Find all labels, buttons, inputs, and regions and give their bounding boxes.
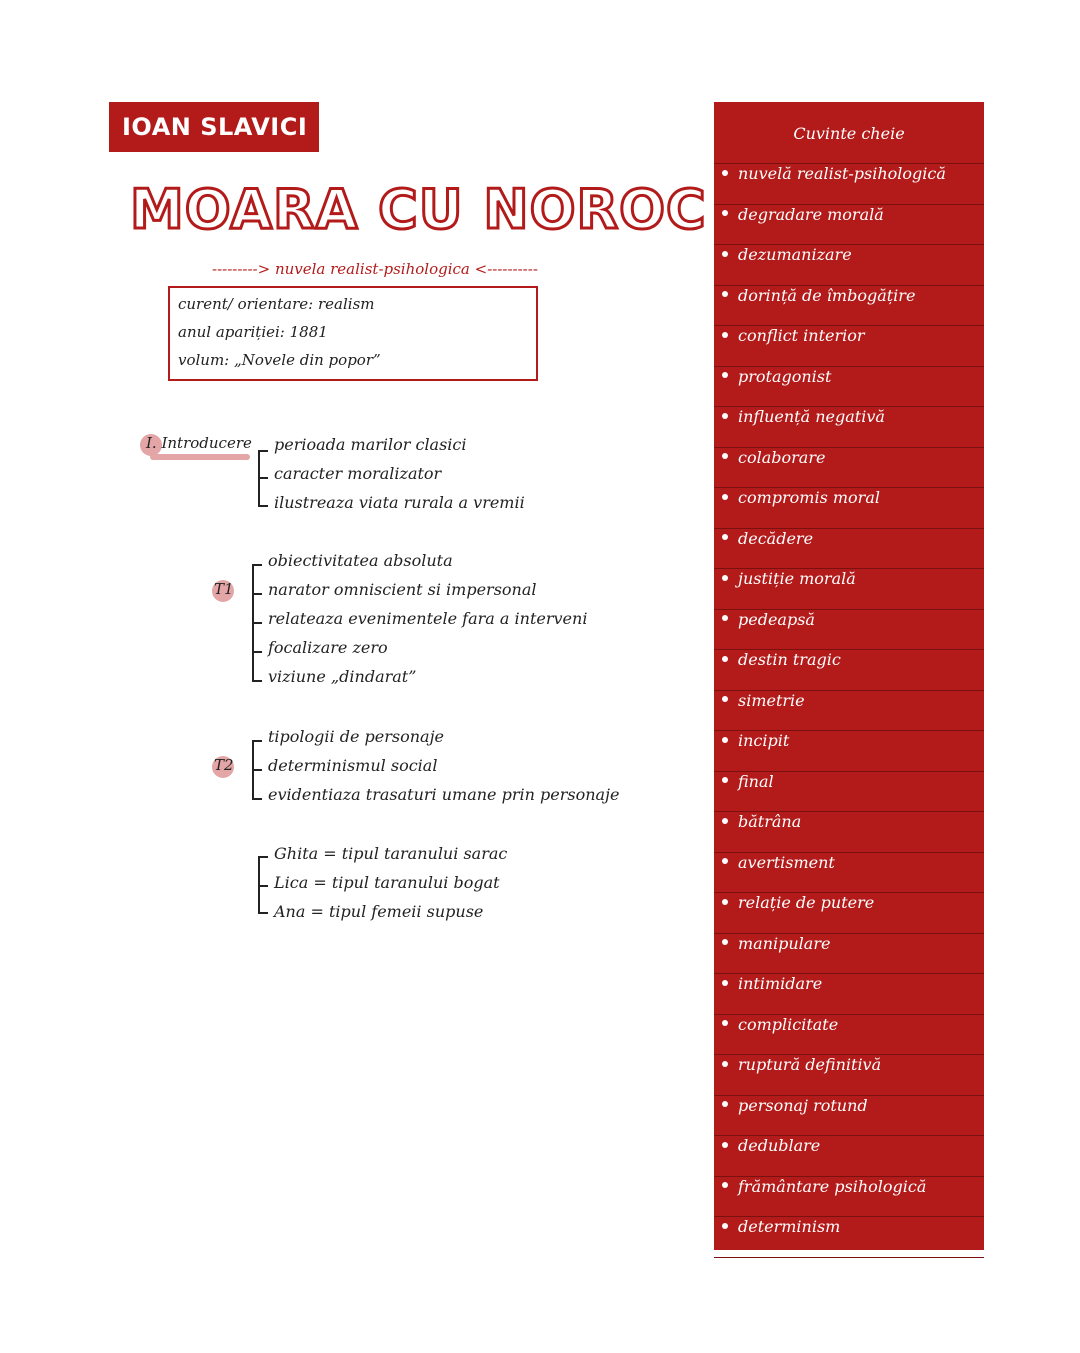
keyword-item: [722, 974, 822, 993]
keyword-label: incipit: [738, 731, 790, 750]
bullet-icon: [722, 291, 728, 297]
t1-item: narator omniscient si impersonal: [268, 580, 537, 599]
bullet-icon: [722, 899, 728, 905]
intro-underline: [150, 454, 250, 460]
bracket-tick: [252, 622, 262, 624]
keyword-label: pedeapsă: [738, 609, 815, 629]
keyword-label: simetrie: [738, 690, 805, 710]
info-current: curent/ orientare: realism: [178, 295, 375, 313]
keyword-label: personaj rotund: [738, 1095, 868, 1115]
keyword-item: [722, 731, 789, 750]
bullet-icon: [722, 575, 728, 581]
keywords-sidebar: [714, 102, 984, 1250]
keyword-label: avertisment: [738, 852, 835, 872]
bullet-icon: [722, 1142, 728, 1148]
bullet-icon: [722, 696, 728, 702]
bullet-icon: [722, 1020, 728, 1026]
keyword-item: [722, 772, 774, 791]
bullet-icon: [722, 737, 728, 743]
keyword-label: dorință de îmbogățire: [738, 285, 916, 305]
info-year: anul apariției: 1881: [178, 323, 328, 341]
bullet-icon: [722, 656, 728, 662]
keyword-item: [722, 448, 825, 467]
bracket-tick: [258, 505, 268, 507]
keyword-item: [722, 1177, 926, 1196]
keyword-label: determinism: [738, 1217, 841, 1236]
bullet-icon: [722, 777, 728, 783]
keyword-item: [722, 1136, 820, 1155]
t1-item: viziune „dindarat”: [268, 667, 417, 686]
bracket-tick: [252, 593, 262, 595]
keyword-label: ruptură definitivă: [738, 1055, 882, 1074]
page-title: MOARA CU NOROC: [130, 178, 707, 241]
t2-item: determinismul social: [268, 756, 438, 775]
bullet-icon: [722, 818, 728, 824]
bullet-icon: [722, 980, 728, 986]
t2-item: tipologii de personaje: [268, 727, 445, 746]
intro-item: perioada marilor clasici: [274, 435, 467, 454]
types-item: Lica = tipul taranului bogat: [274, 873, 500, 892]
bracket-tick: [252, 740, 262, 742]
bullet-icon: [722, 170, 728, 176]
bullet-icon: [722, 413, 728, 419]
keyword-label: relație de putere: [738, 893, 875, 912]
bullet-icon: [722, 939, 728, 945]
bullet-icon: [722, 858, 728, 864]
keyword-item: [722, 610, 815, 629]
bullet-icon: [722, 210, 728, 216]
keyword-item: [722, 569, 856, 588]
keyword-label: degradare morală: [738, 204, 884, 224]
keyword-label: complicitate: [738, 1014, 839, 1034]
keyword-item: [722, 407, 885, 426]
keyword-item: [722, 488, 880, 507]
keyword-item: [722, 1055, 881, 1074]
bullet-icon: [722, 615, 728, 621]
keyword-item: [722, 650, 841, 669]
keyword-label: colaborare: [738, 447, 826, 467]
t1-label: T1: [214, 580, 234, 598]
bullet-icon: [722, 1101, 728, 1107]
info-box: [168, 286, 538, 381]
author-label: IOAN SLAVICI: [109, 102, 319, 152]
bullet-icon: [722, 534, 728, 540]
t1-item: focalizare zero: [268, 638, 388, 657]
keyword-label: intimidare: [738, 974, 823, 993]
keyword-item: [722, 529, 813, 548]
keyword-label: protagonist: [738, 366, 832, 386]
keyword-item: [722, 164, 946, 183]
keyword-item: [722, 326, 865, 345]
keyword-item: [722, 893, 874, 912]
keyword-label: destin tragic: [738, 650, 841, 669]
bracket-tick: [252, 769, 262, 771]
bracket-tick: [252, 564, 262, 566]
keyword-label: dedublare: [738, 1136, 821, 1155]
intro-item: caracter moralizator: [274, 464, 442, 483]
keyword-label: influență negativă: [738, 407, 885, 426]
keyword-label: conflict interior: [738, 326, 865, 345]
keyword-item: [722, 205, 884, 224]
bullet-icon: [722, 453, 728, 459]
bullet-icon: [722, 332, 728, 338]
bracket-tick: [252, 680, 262, 682]
sidebar-rule: [714, 1257, 984, 1258]
keyword-label: bătrâna: [738, 812, 802, 831]
keyword-item: [722, 286, 915, 305]
keyword-label: dezumanizare: [738, 245, 852, 264]
bracket-tick: [258, 477, 268, 479]
keywords-title: Cuvinte cheie: [793, 124, 905, 143]
bracket-tick: [258, 856, 268, 858]
intro-label: I. Introducere: [146, 434, 252, 452]
genre-subtitle: ---------> nuvela realist-psihologica <----------: [212, 260, 538, 278]
bracket-tick: [258, 912, 268, 914]
keyword-item: [722, 367, 831, 386]
keyword-label: nuvelă realist-psihologică: [738, 164, 946, 183]
t2-label: T2: [214, 756, 234, 774]
keyword-item: [722, 934, 830, 953]
bullet-icon: [722, 494, 728, 500]
keyword-item: [722, 245, 852, 264]
bullet-icon: [722, 1061, 728, 1067]
bullet-icon: [722, 251, 728, 257]
info-volume: volum: „Novele din popor”: [178, 351, 381, 369]
keyword-label: justiție morală: [738, 569, 856, 588]
keyword-item: [722, 853, 835, 872]
keyword-label: compromis moral: [738, 488, 880, 507]
keyword-label: frământare psihologică: [738, 1176, 927, 1196]
bullet-icon: [722, 372, 728, 378]
keyword-label: final: [738, 771, 774, 791]
keyword-item: [722, 691, 805, 710]
keyword-item: [722, 1217, 840, 1236]
bullet-icon: [722, 1223, 728, 1229]
keyword-label: manipulare: [738, 933, 831, 953]
bracket-tick: [258, 885, 268, 887]
intro-item: ilustreaza viata rurala a vremii: [274, 493, 525, 512]
t2-item: evidentiaza trasaturi umane prin personaje: [268, 785, 620, 804]
bullet-icon: [722, 1182, 728, 1188]
bracket-tick: [252, 651, 262, 653]
keyword-item: [722, 1015, 838, 1034]
t1-item: obiectivitatea absoluta: [268, 551, 453, 570]
types-item: Ana = tipul femeii supuse: [274, 902, 484, 921]
t1-item: relateaza evenimentele fara a interveni: [268, 609, 588, 628]
keyword-label: decădere: [738, 528, 814, 548]
types-item: Ghita = tipul taranului sarac: [274, 844, 508, 863]
keyword-item: [722, 812, 801, 831]
keyword-item: [722, 1096, 868, 1115]
bracket-tick: [252, 798, 262, 800]
bracket-tick: [258, 450, 268, 452]
